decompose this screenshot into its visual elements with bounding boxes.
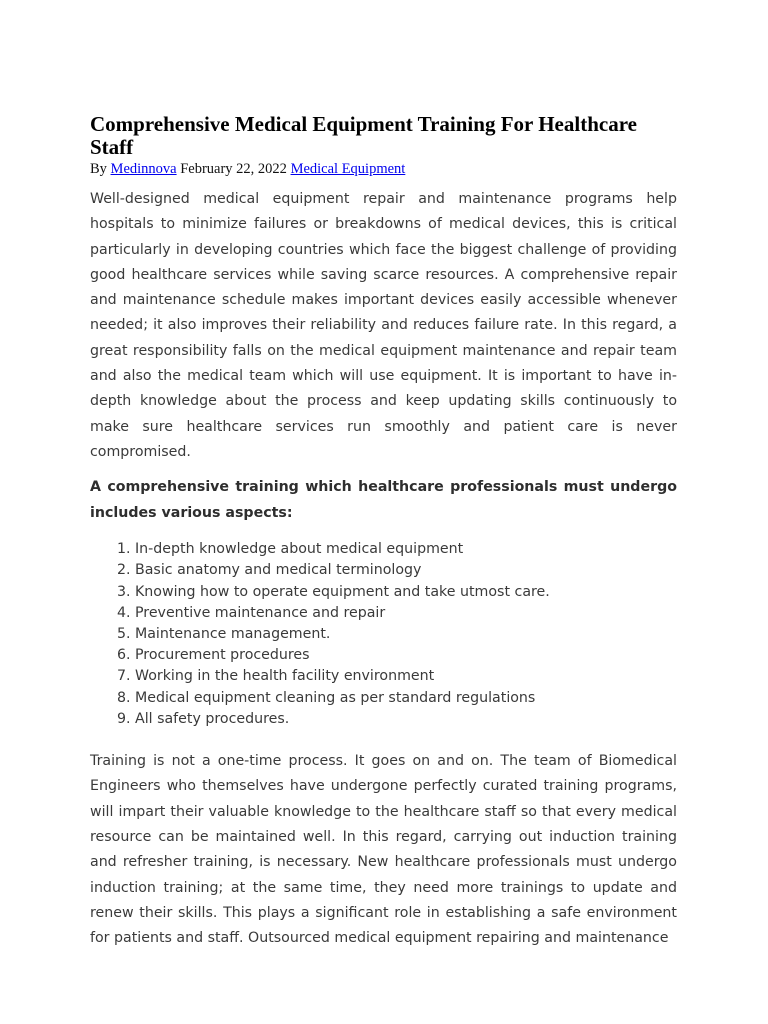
list-item: 2. Basic anatomy and medical terminology: [135, 560, 677, 581]
article-title: Comprehensive Medical Equipment Training For Healthcare Staff: [90, 112, 637, 159]
list-item: 9. All safety procedures.: [135, 709, 677, 730]
training-aspects-list: [90, 539, 677, 730]
list-item: 5. Maintenance management.: [135, 624, 677, 645]
training-aspects-heading: A comprehensive training which healthcare professionals must undergo includes various aspects:: [90, 479, 677, 522]
article: [90, 113, 677, 951]
category-link[interactable]: Medical Equipment: [290, 161, 406, 177]
byline-by: By: [90, 161, 107, 177]
training-process-paragraph: Training is not a one-time process. It goes on and on. The team of Biomedical Engineers who themselves have undergone perfectly curated training programs, will impart their valuable knowledge to the healthcare staff so that every medical resource can be maintained well. In this regard, carrying out induction training and refresher training, is necessary. New healthcare professionals must undergo induction training; at the same time, they need more trainings to update and renew their skills. This plays a significant role in establishing a safe environment for patients and staff. Outsourced medical equipment repairing and maintenance: [90, 753, 677, 947]
list-item: 1. In-depth knowledge about medical equipment: [135, 539, 677, 560]
list-item: 6. Procurement procedures: [135, 645, 677, 666]
author-link[interactable]: Medinnova: [110, 161, 177, 177]
list-item: 3. Knowing how to operate equipment and take utmost care.: [135, 582, 677, 603]
post-date: February 22, 2022: [180, 161, 287, 177]
byline: [90, 160, 677, 178]
list-item: 8. Medical equipment cleaning as per standard regulations: [135, 688, 677, 709]
intro-paragraph: Well-designed medical equipment repair and maintenance programs help hospitals to minimize failures or breakdowns of medical devices, this is critical particularly in developing countries which face the biggest challenge of providing good healthcare services while saving scarce resources. A comprehensive repair and maintenance schedule makes important devices easily accessible whenever needed; it also improves their reliability and reduces failure rate. In this regard, a great responsibility falls on the medical equipment maintenance and repair team and also the medical team which will use equipment. It is important to have in-depth knowledge about the process and keep updating skills continuously to make sure healthcare services run smoothly and patient care is never compromised.: [90, 191, 677, 460]
list-item: 7. Working in the health facility environment: [135, 666, 677, 687]
list-item: 4. Preventive maintenance and repair: [135, 603, 677, 624]
